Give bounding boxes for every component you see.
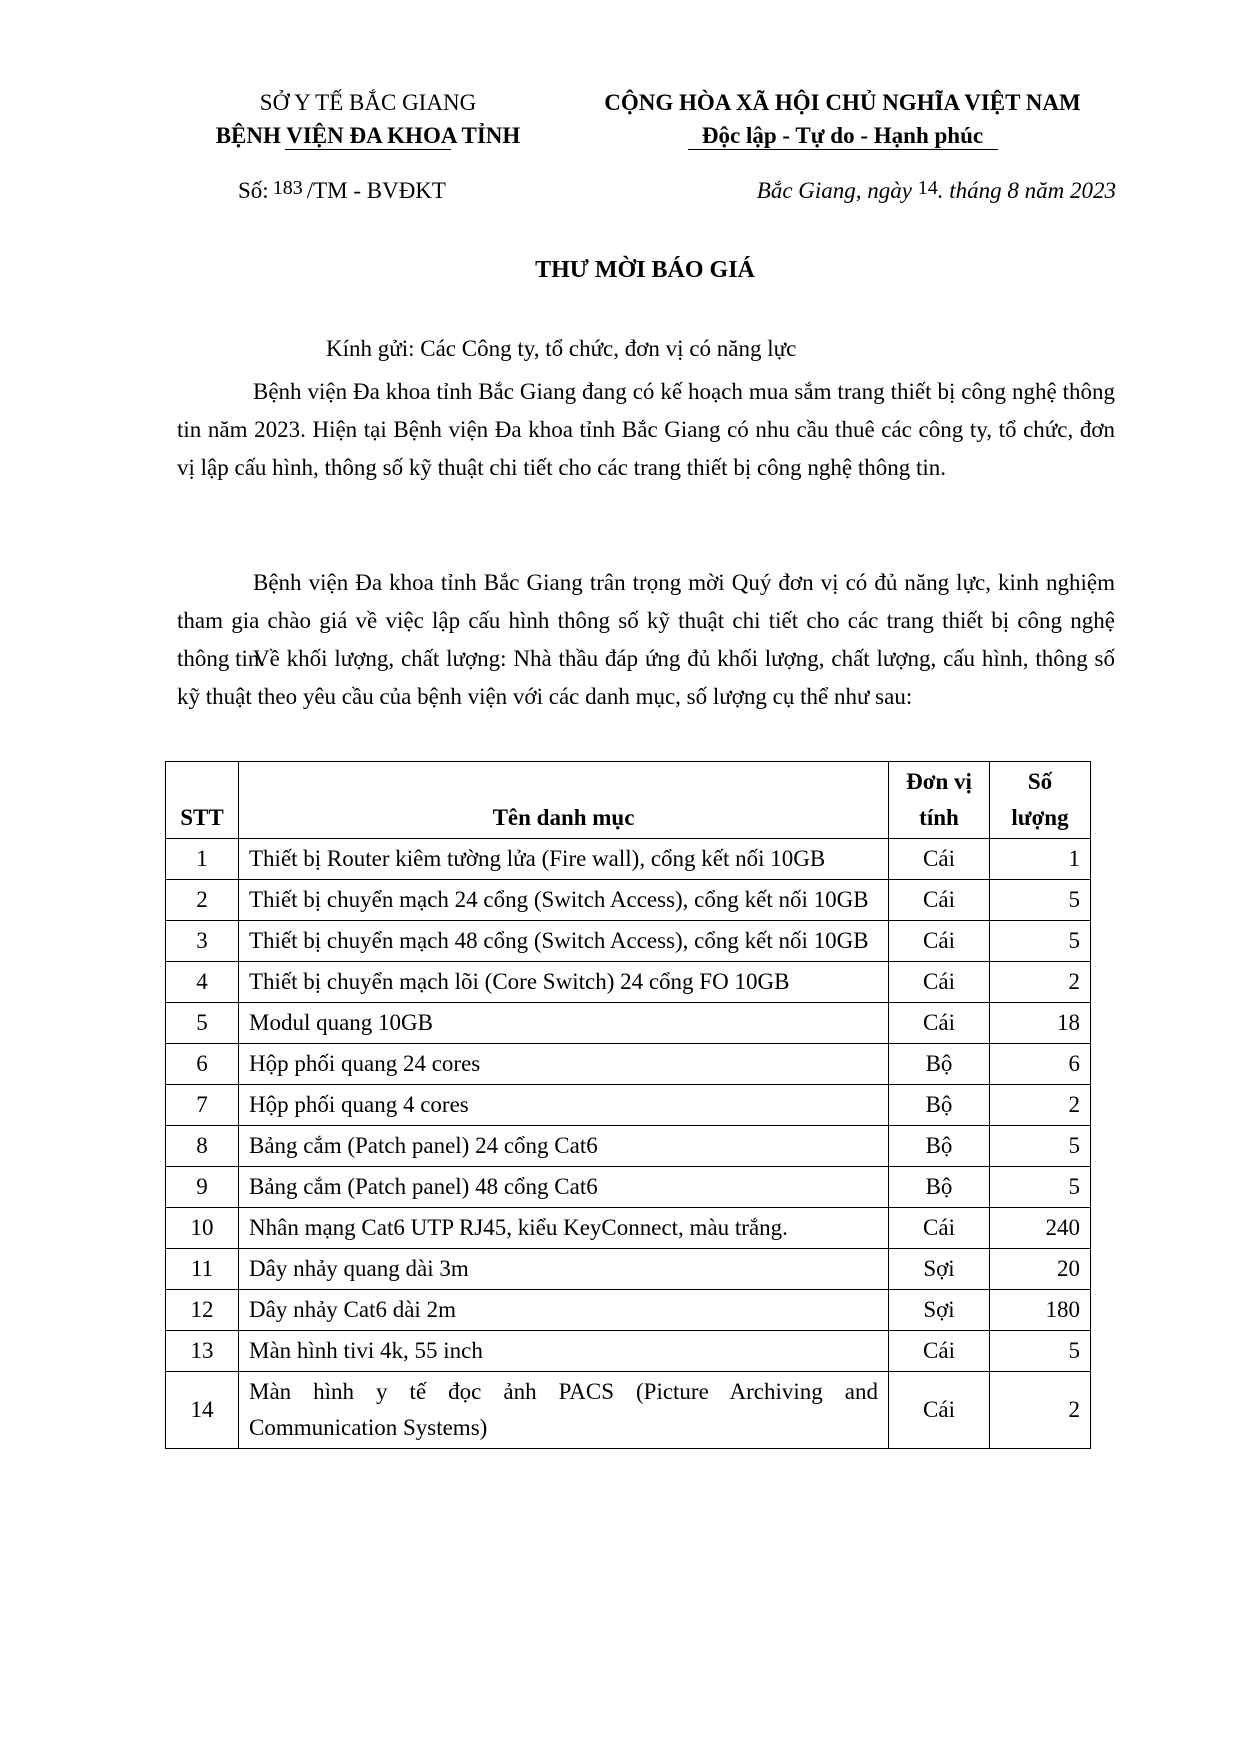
row-qty: 2 (990, 1372, 1091, 1449)
row-unit: Bộ (889, 1044, 990, 1085)
paragraph-requirements: Về khối lượng, chất lượng: Nhà thầu đáp ứng đủ khối lượng, chất lượng, cấu hình, thông số kỹ thuật theo yêu cầu của bệnh viện với các danh mục, số lượng cụ thể như sau: (177, 646, 1115, 709)
row-name: Màn hình tivi 4k, 55 inch (239, 1331, 889, 1372)
table-row (166, 1085, 1091, 1126)
table-row (166, 962, 1091, 1003)
national-title: CỘNG HÒA XÃ HỘI CHỦ NGHĨA VIỆT NAM (604, 90, 1081, 115)
row-unit: Cái (889, 839, 990, 880)
row-unit: Cái (889, 962, 990, 1003)
row-unit: Bộ (889, 1126, 990, 1167)
date-prefix: Bắc Giang, ngày (756, 178, 918, 203)
row-qty: 5 (990, 1331, 1091, 1372)
row-name: Màn hình y tế đọc ảnh PACS (Picture Archiving and Communication Systems) (239, 1372, 889, 1449)
row-qty: 2 (990, 1085, 1091, 1126)
date-suffix: . tháng 8 năm 2023 (937, 178, 1116, 203)
document-number-value: 183 (272, 177, 303, 199)
row-name: Nhân mạng Cat6 UTP RJ45, kiểu KeyConnect, màu trắng. (239, 1208, 889, 1249)
row-stt: 1 (166, 839, 239, 880)
row-qty: 2 (990, 962, 1091, 1003)
table-row (166, 921, 1091, 962)
row-unit: Cái (889, 921, 990, 962)
table-header-row (166, 762, 1091, 839)
row-qty: 180 (990, 1290, 1091, 1331)
document-number-suffix: /TM - BVĐKT (306, 178, 446, 203)
row-qty: 6 (990, 1044, 1091, 1085)
row-stt: 8 (166, 1126, 239, 1167)
row-unit: Sợi (889, 1249, 990, 1290)
row-qty: 5 (990, 1126, 1091, 1167)
document-title: THƯ MỜI BÁO GIÁ (535, 257, 755, 283)
table-row (166, 1003, 1091, 1044)
row-name: Dây nhảy Cat6 dài 2m (239, 1290, 889, 1331)
document-number-prefix: Số: (238, 178, 269, 203)
national-motto: Độc lập - Tự do - Hạnh phúc (701, 123, 984, 148)
issuer-underline (285, 149, 451, 150)
row-qty: 18 (990, 1003, 1091, 1044)
table-row (166, 839, 1091, 880)
row-name: Bảng cắm (Patch panel) 48 cổng Cat6 (239, 1167, 889, 1208)
paragraph-plan: Bệnh viện Đa khoa tỉnh Bắc Giang đang có kế hoạch mua sắm trang thiết bị công nghệ thông tin năm 2023. Hiện tại Bệnh viện Đa khoa tỉnh Bắc Giang có nhu cầu thuê các công ty, tổ chức, đơn vị lập cấu hình, thông số kỹ thuật chi tiết cho các trang thiết bị công nghệ thông tin. (177, 379, 1115, 480)
row-name: Bảng cắm (Patch panel) 24 cổng Cat6 (239, 1126, 889, 1167)
table-row (166, 1249, 1091, 1290)
row-stt: 6 (166, 1044, 239, 1085)
row-unit: Cái (889, 880, 990, 921)
row-unit: Cái (889, 1372, 990, 1449)
row-stt: 5 (166, 1003, 239, 1044)
row-stt: 10 (166, 1208, 239, 1249)
row-stt: 4 (166, 962, 239, 1003)
row-unit: Sợi (889, 1290, 990, 1331)
issuer-department: SỞ Y TẾ BẮC GIANG (259, 90, 477, 115)
table-body (166, 839, 1091, 1449)
row-name: Thiết bị chuyển mạch lõi (Core Switch) 24 cổng FO 10GB (239, 962, 889, 1003)
row-qty: 1 (990, 839, 1091, 880)
table-row (166, 1331, 1091, 1372)
row-unit: Cái (889, 1208, 990, 1249)
row-qty: 5 (990, 880, 1091, 921)
header-name: Tên danh mục (239, 762, 889, 839)
table-row (166, 1372, 1091, 1449)
national-header (565, 86, 1120, 152)
row-stt: 2 (166, 880, 239, 921)
row-unit: Cái (889, 1331, 990, 1372)
row-unit: Bộ (889, 1167, 990, 1208)
table-row (166, 1126, 1091, 1167)
row-stt: 13 (166, 1331, 239, 1372)
row-name: Dây nhảy quang dài 3m (239, 1249, 889, 1290)
row-qty: 5 (990, 921, 1091, 962)
row-stt: 11 (166, 1249, 239, 1290)
document-number (238, 178, 446, 204)
paragraph-invitation: Bệnh viện Đa khoa tỉnh Bắc Giang trân trọng mời Quý đơn vị có đủ năng lực, kinh nghiệm tham gia chào giá về việc lập cấu hình thông số kỹ thuật chi tiết cho các trang thiết bị công nghệ thông tin. (177, 570, 1115, 671)
row-name: Thiết bị Router kiêm tường lửa (Fire wall), cổng kết nối 10GB (239, 839, 889, 880)
issuer-hospital: BỆNH VIỆN ĐA KHOA TỈNH (215, 123, 521, 148)
motto-underline (688, 149, 998, 150)
row-unit: Bộ (889, 1085, 990, 1126)
row-name: Hộp phối quang 24 cores (239, 1044, 889, 1085)
row-stt: 7 (166, 1085, 239, 1126)
table-row (166, 1167, 1091, 1208)
header-unit: Đơn vị tính (889, 762, 990, 839)
header-stt: STT (166, 762, 239, 839)
items-table (165, 761, 1091, 1449)
row-unit: Cái (889, 1003, 990, 1044)
row-qty: 240 (990, 1208, 1091, 1249)
header-qty: Số lượng (990, 762, 1091, 839)
row-stt: 3 (166, 921, 239, 962)
row-name: Thiết bị chuyển mạch 24 cổng (Switch Access), cổng kết nối 10GB (239, 880, 889, 921)
document-date (757, 178, 1116, 204)
date-day: 14 (917, 177, 938, 199)
row-name: Thiết bị chuyển mạch 48 cổng (Switch Access), cổng kết nối 10GB (239, 921, 889, 962)
row-name: Hộp phối quang 4 cores (239, 1085, 889, 1126)
row-qty: 20 (990, 1249, 1091, 1290)
table-row (166, 1290, 1091, 1331)
row-qty: 5 (990, 1167, 1091, 1208)
salutation: Kính gửi: Các Công ty, tổ chức, đơn vị có năng lực (326, 336, 797, 361)
table-row (166, 1044, 1091, 1085)
row-name: Modul quang 10GB (239, 1003, 889, 1044)
row-stt: 9 (166, 1167, 239, 1208)
issuer-header (148, 86, 588, 152)
table-row (166, 880, 1091, 921)
row-stt: 12 (166, 1290, 239, 1331)
table-row (166, 1208, 1091, 1249)
row-stt: 14 (166, 1372, 239, 1449)
